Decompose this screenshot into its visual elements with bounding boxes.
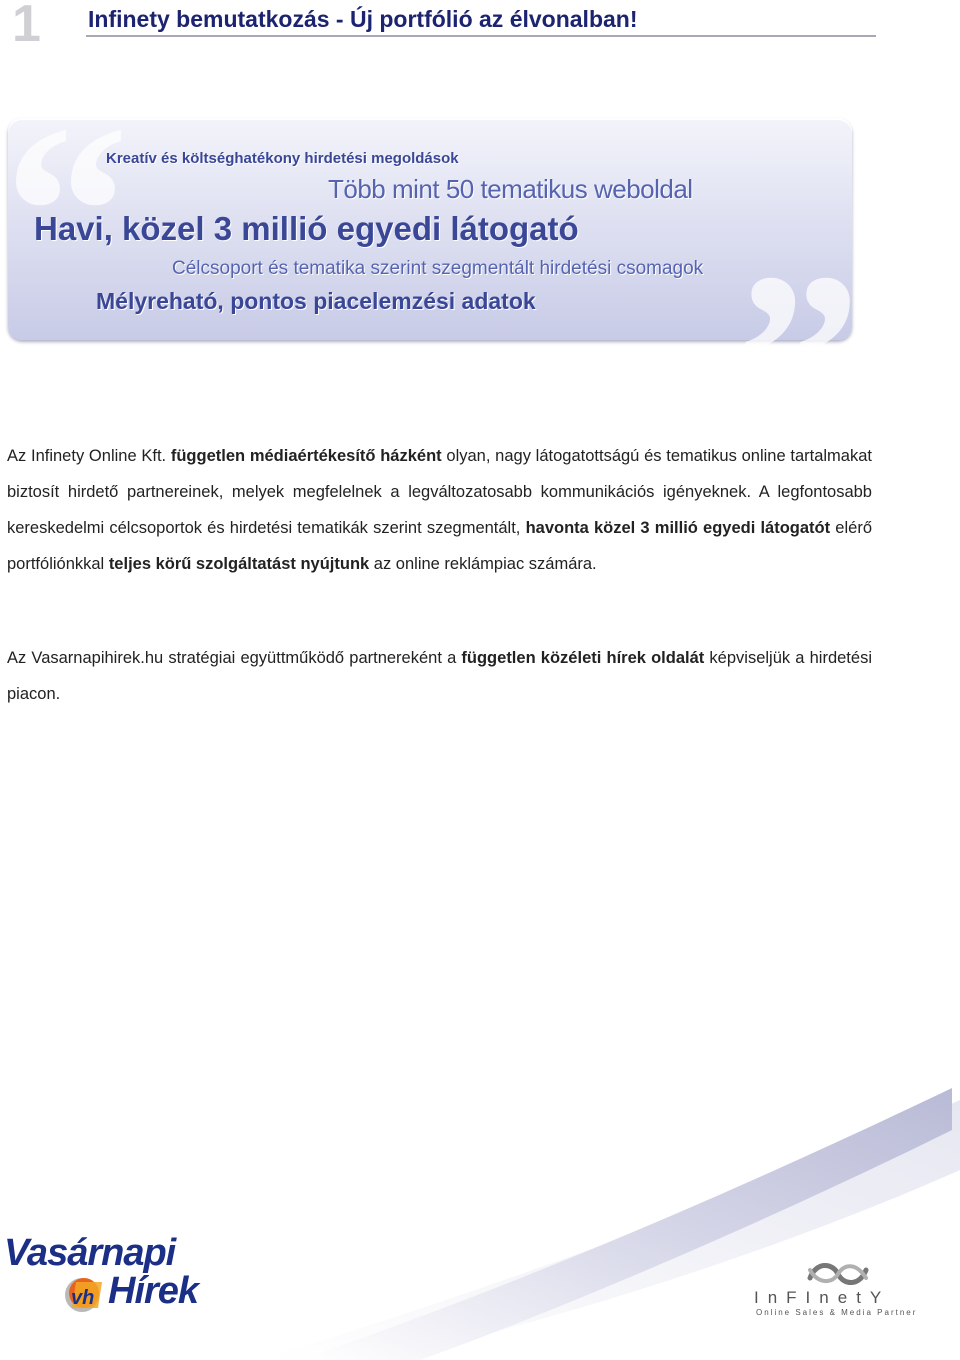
- open-quote-mark: “: [4, 74, 129, 351]
- infinety-tagline: Online Sales & Media Partner: [756, 1308, 918, 1317]
- partner-text-1: Az Vasarnapihirek.hu stratégiai együttműködő partnereként a: [7, 649, 462, 667]
- infinety-logo-name: InFInetY: [754, 1288, 891, 1307]
- intro-text-1: Az Infinety Online Kft.: [7, 447, 171, 465]
- banner-line-4: Célcsoport és tematika szerint szegmentált hirdetési csomagok: [172, 258, 704, 279]
- vh-badge-icon: [62, 1276, 106, 1314]
- banner-line-3: Havi, közel 3 millió egyedi látogató: [34, 210, 579, 247]
- page-number: 1: [12, 0, 41, 53]
- intro-text-3: elérő portfóliónkkal: [7, 519, 873, 573]
- intro-bold-3: teljes körű szolgáltatást nyújtunk: [108, 555, 370, 573]
- partner-text-2: képviseljük a hirdetési piacon.: [7, 649, 872, 703]
- page-title: Infinety bemutatkozás - Új portfólió az élvonalban!: [88, 6, 638, 32]
- intro-bold-1: független médiaértékesítő házként: [170, 447, 442, 465]
- vasarnapi-hirek-logo: [4, 1232, 230, 1322]
- infinety-logo: [750, 1258, 930, 1322]
- vh-logo-line1: Vasárnapi: [4, 1232, 176, 1274]
- banner-line-5: Mélyreható, pontos piacelemzési adatok: [96, 288, 536, 314]
- intro-text-4: az online reklámpiac számára.: [369, 555, 597, 573]
- vh-badge-text: vh: [71, 1287, 95, 1309]
- vh-logo-line2: Hírek: [108, 1270, 199, 1312]
- banner-line-1: Kreatív és költséghatékony hirdetési megoldások: [106, 150, 459, 167]
- intro-text-2: olyan, nagy látogatottságú és tematikus online tartalmakat biztosít hirdető partnereinek, melyek megfelelnek a legváltozatosabb kommunikációs igényeknek. A legfontosabb kereskedelmi célcsoportok és hirdetési tematikák szerint szegmentált,: [7, 447, 872, 537]
- partner-paragraph: [7, 640, 872, 712]
- infinity-mark-icon: [806, 1258, 870, 1290]
- intro-bold-2: havonta közel 3 millió egyedi látogatót: [525, 519, 831, 537]
- partner-bold-1: független közéleti hírek oldalát: [461, 649, 705, 667]
- close-quote-mark: ”: [736, 222, 861, 499]
- banner-line-2: Több mint 50 tematikus weboldal: [328, 174, 693, 204]
- title-rule: [86, 35, 876, 37]
- intro-paragraph: [7, 438, 872, 582]
